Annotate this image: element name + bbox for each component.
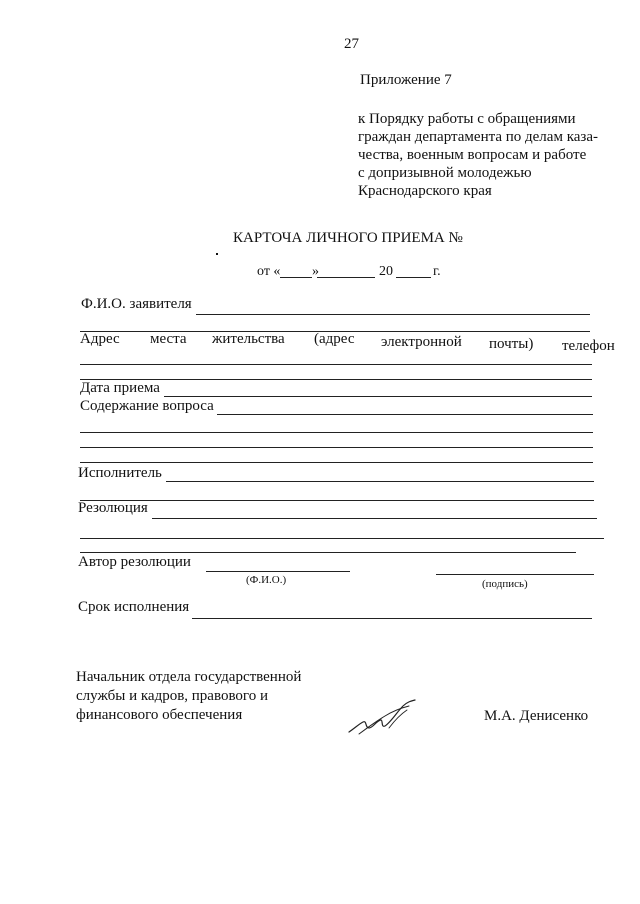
applicant-line [196, 314, 590, 315]
position-line: финансового обеспечения [76, 707, 243, 723]
applicant-label: Ф.И.О. заявителя [81, 296, 192, 312]
fio-line [206, 571, 350, 572]
fio-caption: (Ф.И.О.) [246, 574, 287, 586]
resolution-line [80, 552, 576, 553]
reception-date-line [164, 396, 592, 397]
page-number: 27 [344, 36, 359, 52]
signature-line [436, 574, 594, 575]
address-word: (адрес [314, 331, 355, 347]
executor-line-2 [80, 500, 594, 501]
appendix-line: граждан департамента по делам каза- [358, 129, 598, 145]
appendix-line: Краснодарского края [358, 183, 492, 199]
address-word: жительства [212, 331, 285, 347]
executor-label: Исполнитель [78, 465, 162, 481]
address-line [80, 364, 592, 365]
position-line: службы и кадров, правового и [76, 688, 268, 704]
date-prefix: от « [257, 264, 281, 279]
date-quote-close: » [312, 264, 319, 279]
address-word: места [150, 331, 187, 347]
appendix-title: Приложение 7 [360, 72, 452, 88]
position-line: Начальник отдела государственной [76, 669, 302, 685]
date-year-prefix: 20 [379, 264, 393, 279]
appendix-line: с допризывной молодежью [358, 165, 532, 181]
question-line [80, 462, 593, 463]
address-word: телефон [562, 338, 615, 354]
date-day-blank [280, 277, 312, 278]
appendix-text [358, 110, 598, 200]
deadline-line [192, 618, 592, 619]
resolution-author-label: Автор резолюции [78, 554, 191, 570]
resolution-line [80, 538, 604, 539]
deadline-label: Срок исполнения [78, 599, 190, 615]
executor-line [166, 481, 594, 482]
address-word: электронной [381, 334, 462, 350]
question-line [217, 414, 593, 415]
handwritten-signature [345, 698, 425, 740]
date-month-blank [317, 277, 375, 278]
reception-date-label: Дата приема [80, 380, 160, 396]
question-label: Содержание вопроса [80, 398, 214, 414]
resolution-line [152, 518, 597, 519]
question-line [80, 447, 593, 448]
appendix-line: к Порядку работы с обращениями [358, 111, 576, 127]
resolution-label: Резолюция [78, 500, 148, 516]
address-word: Адрес [80, 331, 120, 347]
address-word: почты) [489, 336, 534, 352]
position-block [76, 668, 301, 725]
signature-caption: (подпись) [482, 578, 528, 590]
card-title: КАРТОЧА ЛИЧНОГО ПРИЕМА № [233, 230, 463, 246]
date-suffix: г. [433, 264, 441, 279]
question-line [80, 432, 593, 433]
signer-name: М.А. Денисенко [484, 708, 589, 724]
stray-dot [216, 253, 218, 255]
date-year-blank [396, 277, 431, 278]
appendix-line: чества, военным вопросам и работе [358, 147, 587, 163]
